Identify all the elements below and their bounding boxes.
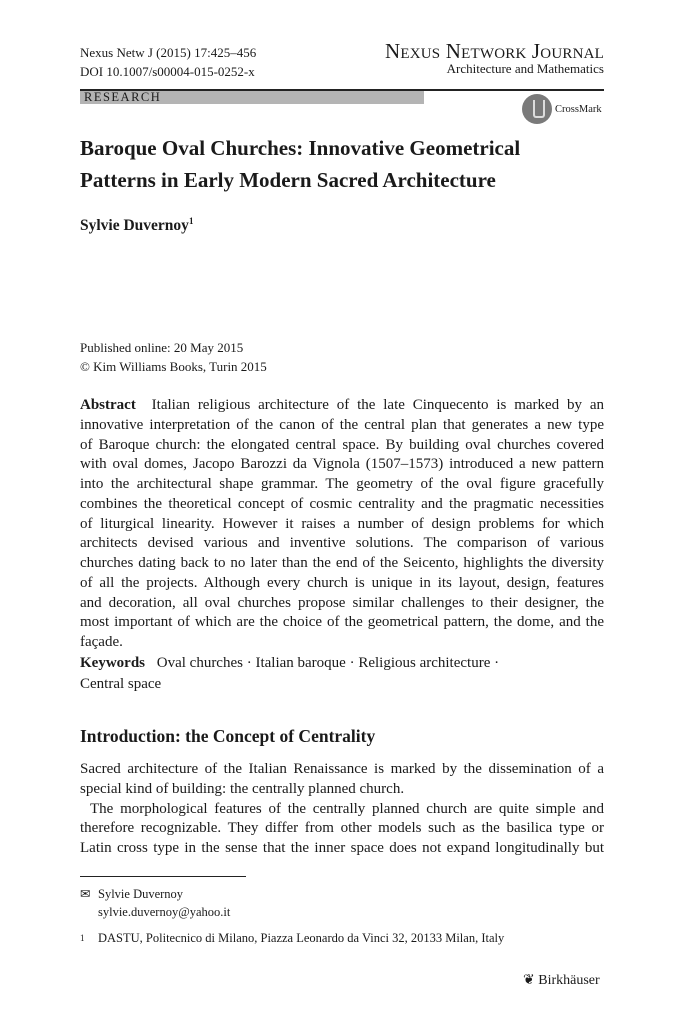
keywords-line: Oval churches · Italian baroque · Religious architecture ·: [156, 655, 500, 671]
body-line: special kind of building: the centrally planned church.: [80, 780, 405, 797]
body-line: Sacred architecture of the Italian Renaissance is marked by the dissemination of a: [80, 761, 604, 777]
abstract-line: of Baroque church: the elongated central space. By building oval churches covered: [80, 436, 604, 453]
body-line: The morphological features of the centrally planned church are quite simple and: [90, 800, 604, 817]
abstract-line: of liturgical linearity. However it raises a number of design problems for which: [80, 515, 604, 532]
abstract-label: Abstract: [80, 397, 136, 413]
abstract-line: combines the theoretical concept of cosmic centrality and the pragmatic necessities: [80, 495, 604, 512]
keywords-line: Central space: [80, 676, 162, 692]
contact-footnote: [80, 885, 230, 921]
section-badge: RESEARCH: [80, 91, 424, 104]
abstract-line: churches dating back to no later than the end of the Seicento, highlights the diversity: [80, 555, 604, 571]
title-line: Patterns in Early Modern Sacred Architecture: [80, 168, 496, 192]
abstract-line: most important of which are the choice of the geometrical pattern, the dome, and the: [80, 614, 604, 631]
body-text: [80, 760, 604, 859]
abstract-line: architects devised various and inventive solutions. The comparison of various: [80, 535, 604, 552]
copyright: © Kim Williams Books, Turin 2015: [80, 359, 267, 374]
doi: DOI 10.1007/s00004-015-0252-x: [80, 64, 255, 79]
published-date: Published online: 20 May 2015: [80, 340, 244, 355]
title-line: Baroque Oval Churches: Innovative Geometrical: [80, 136, 521, 160]
body-line: therefore recognizable. They differ from other models such as the basilica type or: [80, 820, 604, 837]
abstract: [80, 396, 604, 653]
citation: Nexus Netw J (2015) 17:425–456: [80, 45, 257, 60]
publisher-name: Birkhäuser: [538, 973, 600, 988]
author-name: Sylvie Duvernoy: [80, 217, 189, 235]
abstract-line: Italian religious architecture of the late Cinquecento is marked by an: [151, 397, 605, 413]
journal-logo: [385, 40, 604, 76]
contact-email[interactable]: sylvie.duvernoy@yahoo.it: [98, 905, 231, 919]
keywords-label: Keywords: [80, 655, 145, 671]
abstract-line: innovative interpretation of the canon of the central plan that generates a new type: [80, 416, 604, 433]
journal-title: Nexus Network Journal: [384, 39, 604, 63]
affiliation-footnote: [80, 929, 504, 947]
footnote-rule: [80, 876, 246, 877]
body-line: Latin cross type in the sense that the inner space does not expand longitudinally but: [80, 840, 604, 856]
envelope-icon: ✉: [80, 887, 91, 901]
affiliation-number: 1: [80, 933, 85, 943]
abstract-line: of all the projects. Although every church is unique in its layout, design, features: [80, 574, 604, 591]
crossmark-label: CrossMark: [555, 103, 602, 115]
abstract-line: façade.: [80, 634, 123, 650]
publisher-logo: [523, 972, 600, 989]
citation-header: [80, 43, 256, 81]
author: [80, 216, 193, 235]
crossmark-button[interactable]: [522, 94, 602, 124]
abstract-line: with oval domes, Jacopo Barozzi da Vignola (1507–1573) introduced a new pattern: [80, 456, 604, 473]
affiliation-text: DASTU, Politecnico di Milano, Piazza Leonardo da Vinci 32, 20133 Milan, Italy: [98, 931, 505, 945]
keywords: [80, 653, 604, 695]
section-heading: Introduction: the Concept of Centrality: [80, 726, 376, 746]
author-affiliation-mark: 1: [188, 216, 194, 226]
publication-info: [80, 338, 267, 376]
abstract-line: into the architectural shape grammar. The geometry of the oval figure gracefully: [80, 476, 604, 492]
crossmark-icon: [522, 94, 552, 124]
contact-name: Sylvie Duvernoy: [98, 887, 184, 901]
abstract-line: and decoration, all oval churches propose similar challenges to their designer, the: [80, 594, 604, 611]
paper-title: [80, 132, 520, 196]
publisher-icon: ❦: [523, 973, 535, 988]
journal-subtitle: Architecture and Mathematics: [446, 61, 604, 76]
